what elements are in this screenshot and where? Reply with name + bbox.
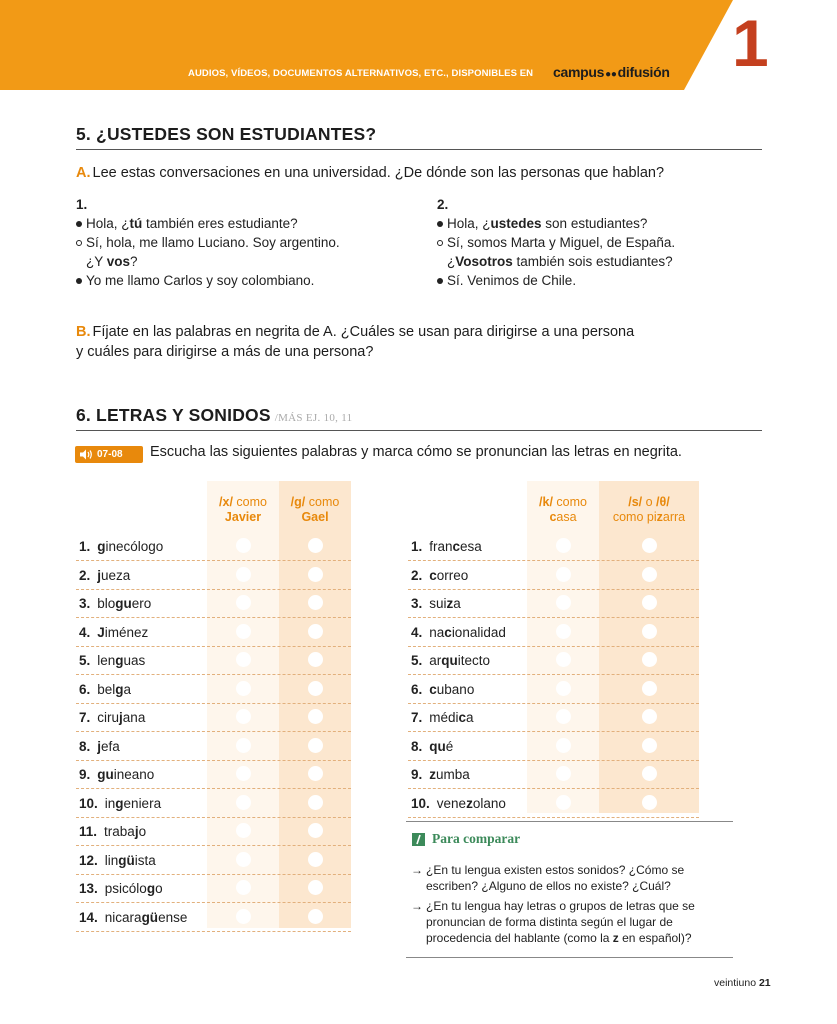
table-row xyxy=(408,761,699,789)
table-row xyxy=(76,619,351,647)
open-bullet-icon xyxy=(76,240,82,246)
answer-circle-col2[interactable] xyxy=(308,852,323,867)
word-label: 2. correo xyxy=(411,567,469,583)
answer-circle-col1[interactable] xyxy=(556,595,571,610)
word-label: 5. arquitecto xyxy=(411,653,491,668)
answer-circle-col1[interactable] xyxy=(236,852,251,867)
word-label: 13. psicólogo xyxy=(79,881,163,896)
answer-circle-col1[interactable] xyxy=(236,909,251,924)
answer-circle-col1[interactable] xyxy=(556,624,571,639)
answer-circle-col2[interactable] xyxy=(642,567,657,582)
word-label: 7. cirujana xyxy=(79,710,146,725)
answer-circle-col2[interactable] xyxy=(308,766,323,781)
table-row xyxy=(76,676,351,704)
word-label: 14. nicaragüense xyxy=(79,909,188,925)
campus-difusion-logo[interactable] xyxy=(553,64,670,80)
answer-circle-col1[interactable] xyxy=(236,624,251,639)
filled-bullet-icon xyxy=(437,278,443,284)
exercise-reference: /MÁS EJ. 10, 11 xyxy=(274,412,353,424)
brand-right: difusión xyxy=(617,64,670,80)
column-header-g: /g/ como Gael xyxy=(290,495,340,524)
answer-circle-col2[interactable] xyxy=(308,909,323,924)
page-word: veintiuno xyxy=(714,977,757,989)
instruction-b-text-1: Fíjate en las palabras en negrita de A. ¿Cuáles se usan para dirigirse a una persona xyxy=(92,324,635,340)
answer-circle-col1[interactable] xyxy=(556,766,571,781)
answer-circle-col1[interactable] xyxy=(236,880,251,895)
conversation-line: ¿Y vos? xyxy=(86,254,138,269)
table-row xyxy=(76,790,351,818)
instruction-a-text: Lee estas conversaciones en una universidad. ¿De dónde son las personas que hablan? xyxy=(92,165,665,181)
word-label: 6. cubano xyxy=(411,681,475,697)
column-header-x: /x/ como Javier xyxy=(219,495,267,524)
answer-circle-col2[interactable] xyxy=(308,538,323,553)
conversation-number: 2. xyxy=(437,197,449,212)
table-row xyxy=(408,590,699,618)
conversation-line: Yo me llamo Carlos y soy colombiano. xyxy=(76,271,340,290)
compare-title: Para comparar xyxy=(432,831,521,846)
word-label: 7. médica xyxy=(411,710,474,725)
word-label: 3. suiza xyxy=(411,596,461,611)
people-icon: ●● xyxy=(605,69,617,80)
answer-circle-col1[interactable] xyxy=(556,795,571,810)
speaker-icon xyxy=(80,449,93,460)
table-row xyxy=(408,647,699,675)
answer-circle-col2[interactable] xyxy=(308,595,323,610)
open-bullet-icon xyxy=(437,240,443,246)
instruction-b-text-2: y cuáles para dirigirse a más de una persona? xyxy=(76,344,374,360)
section-6-rule xyxy=(76,430,762,431)
section-5-rule xyxy=(76,149,762,150)
unit-number: 1 xyxy=(732,6,769,80)
word-label: 8. qué xyxy=(411,738,454,754)
table-row xyxy=(76,647,351,675)
word-label: 10. venezolano xyxy=(411,795,506,811)
word-label: 11. trabajo xyxy=(79,824,147,839)
word-label: 5. lenguas xyxy=(79,653,146,668)
answer-circle-col1[interactable] xyxy=(556,652,571,667)
conversation-1 xyxy=(76,195,340,290)
answer-circle-col1[interactable] xyxy=(236,567,251,582)
section-6-title: 6. LETRAS Y SONIDOS /MÁS EJ. 10, 11 xyxy=(76,405,353,425)
word-label: 1. ginecólogo xyxy=(79,539,164,554)
table-row xyxy=(408,790,699,818)
answer-circle-col2[interactable] xyxy=(642,709,657,724)
header-banner xyxy=(0,0,837,92)
instruction-a xyxy=(76,163,664,183)
answer-circle-col2[interactable] xyxy=(308,624,323,639)
table-row xyxy=(76,590,351,618)
conversation-line: Sí. Venimos de Chile. xyxy=(437,271,675,290)
column-header-k: /k/ como casa xyxy=(539,495,587,524)
answer-circle-col2[interactable] xyxy=(642,624,657,639)
conversation-2 xyxy=(437,195,675,290)
answer-circle-col1[interactable] xyxy=(236,709,251,724)
conversation-line: Hola, ¿ustedes son estudiantes? xyxy=(437,214,675,233)
column-header-s-theta: /s/ o /θ/ como pizarra xyxy=(612,495,686,524)
answer-circle-col2[interactable] xyxy=(308,738,323,753)
answer-circle-col1[interactable] xyxy=(236,766,251,781)
answer-circle-col2[interactable] xyxy=(642,595,657,610)
table-row xyxy=(408,676,699,704)
audio-track-number: 07-08 xyxy=(97,449,123,460)
compare-icon xyxy=(412,833,425,846)
answer-circle-col2[interactable] xyxy=(642,766,657,781)
answer-circle-col1[interactable] xyxy=(236,795,251,810)
answer-circle-col1[interactable] xyxy=(236,652,251,667)
brand-left: campus xyxy=(553,64,605,80)
answer-circle-col1[interactable] xyxy=(236,595,251,610)
compare-rule-bottom xyxy=(406,957,733,958)
word-label: 12. lingüista xyxy=(79,852,156,868)
arrow-right-icon: → xyxy=(411,899,423,913)
word-label: 2. jueza xyxy=(79,567,131,583)
answer-circle-col2[interactable] xyxy=(308,880,323,895)
conversation-number: 1. xyxy=(76,197,88,212)
table-row xyxy=(76,904,351,932)
table-row xyxy=(408,533,699,561)
word-label: 10. ingeniera xyxy=(79,795,162,811)
word-label: 4. nacionalidad xyxy=(411,624,506,640)
conversation-line: Sí, somos Marta y Miguel, de España. xyxy=(437,233,675,252)
answer-circle-col2[interactable] xyxy=(308,567,323,582)
answer-circle-col2[interactable] xyxy=(308,681,323,696)
section-5-title: 5. ¿USTEDES SON ESTUDIANTES? xyxy=(76,124,377,144)
filled-bullet-icon xyxy=(76,221,82,227)
conversation-line: Sí, hola, me llamo Luciano. Soy argentino. xyxy=(76,233,340,252)
filled-bullet-icon xyxy=(76,278,82,284)
table-row xyxy=(76,761,351,789)
answer-circle-col1[interactable] xyxy=(236,738,251,753)
table-row xyxy=(408,619,699,647)
answer-circle-col2[interactable] xyxy=(642,795,657,810)
conversation-line: ¿Vosotros también sois estudiantes? xyxy=(447,254,673,269)
answer-circle-col1[interactable] xyxy=(236,681,251,696)
answer-circle-col2[interactable] xyxy=(642,538,657,553)
table-row xyxy=(76,818,351,846)
answer-circle-col2[interactable] xyxy=(642,681,657,696)
word-label: 1. francesa xyxy=(411,539,482,554)
letter-b: B. xyxy=(76,324,91,340)
compare-item-2: → ¿En tu lengua hay letras o grupos de letras que se pronuncian de forma distinta según el lugar de procedencia del hablante (como la z en español)? xyxy=(411,899,695,945)
answer-circle-col2[interactable] xyxy=(642,738,657,753)
table-row xyxy=(76,704,351,732)
answer-circle-col2[interactable] xyxy=(308,823,323,838)
compare-item-1: → ¿En tu lengua existen estos sonidos? ¿Cómo se escriben? ¿Alguno de ellos no existe? ¿Cuál? xyxy=(411,863,685,893)
answer-circle-col2[interactable] xyxy=(308,709,323,724)
page-footer xyxy=(714,977,771,989)
arrow-right-icon: → xyxy=(411,863,423,877)
filled-bullet-icon xyxy=(437,221,443,227)
letter-a: A. xyxy=(76,165,91,181)
answer-circle-col2[interactable] xyxy=(308,652,323,667)
answer-circle-col2[interactable] xyxy=(308,795,323,810)
conversation-line: Hola, ¿tú también eres estudiante? xyxy=(76,214,340,233)
table-row xyxy=(408,704,699,732)
table-row xyxy=(76,562,351,590)
answer-circle-col1[interactable] xyxy=(556,538,571,553)
answer-circle-col1[interactable] xyxy=(236,823,251,838)
answer-circle-col1[interactable] xyxy=(556,567,571,582)
audio-instruction: Escucha las siguientes palabras y marca cómo se pronuncian las letras en negrita. xyxy=(150,444,682,460)
answer-circle-col1[interactable] xyxy=(556,709,571,724)
word-label: 3. bloguero xyxy=(79,596,152,611)
table-row xyxy=(408,733,699,761)
word-label: 8. jefa xyxy=(79,738,120,754)
table-row xyxy=(76,875,351,903)
instruction-b xyxy=(76,322,634,362)
word-label: 9. zumba xyxy=(411,767,470,782)
answer-circle-col2[interactable] xyxy=(642,652,657,667)
page-number: 21 xyxy=(758,977,771,989)
answer-circle-col1[interactable] xyxy=(556,681,571,696)
word-label: 6. belga xyxy=(79,681,132,697)
banner-text: AUDIOS, VÍDEOS, DOCUMENTOS ALTERNATIVOS, ETC., DISPONIBLES EN xyxy=(188,68,534,79)
table-row xyxy=(76,533,351,561)
answer-circle-col1[interactable] xyxy=(236,538,251,553)
word-label: 4. Jiménez xyxy=(79,624,149,640)
compare-rule-top xyxy=(406,821,733,822)
audio-track-button[interactable] xyxy=(75,446,143,463)
word-label: 9. guineano xyxy=(79,767,155,782)
answer-circle-col1[interactable] xyxy=(556,738,571,753)
table-row xyxy=(408,562,699,590)
table-row xyxy=(76,847,351,875)
table-row xyxy=(76,733,351,761)
